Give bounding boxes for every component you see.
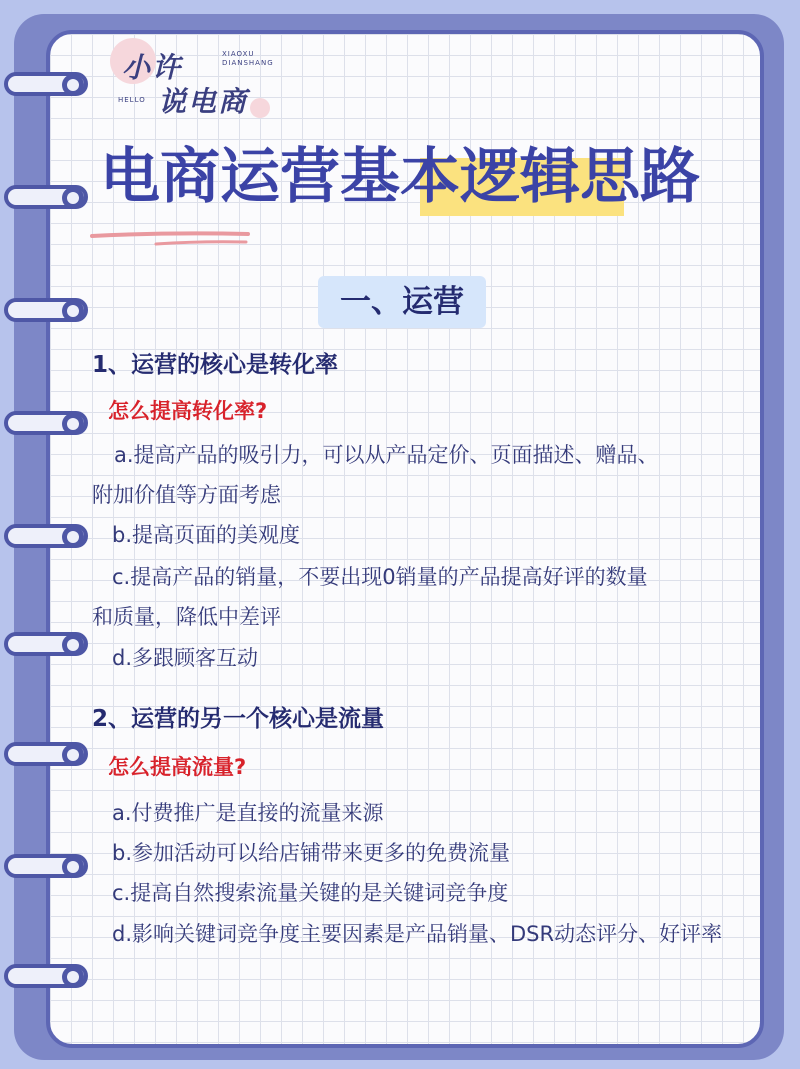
binder-ring: [0, 852, 92, 882]
logo-en-line1: XIAOXU: [222, 50, 255, 58]
logo-en-text: [222, 50, 274, 68]
logo-text-line2: 说电商: [158, 85, 249, 118]
page-title: 电商运营基本逻辑思路: [100, 142, 700, 212]
point2-item-a: a.付费推广是直接的流量来源: [112, 801, 384, 825]
binder-ring: [0, 630, 92, 660]
point1-item-a-line1: a.提高产品的吸引力，可以从产品定价、页面描述、赠品、: [114, 443, 659, 467]
title-underline-decoration: [90, 230, 250, 248]
logo-decoration: [250, 98, 270, 118]
point2-item-c: c.提高自然搜索流量关键的是关键词竞争度: [112, 881, 509, 905]
point2-item-b: b.参加活动可以给店铺带来更多的免费流量: [112, 841, 511, 865]
point1-question: 怎么提高转化率?: [108, 399, 268, 423]
point2-item-d: d.影响关键词竞争度主要因素是产品销量、DSR动态评分、好评率: [112, 922, 723, 946]
logo-en-line2: DIANSHANG: [222, 59, 274, 67]
section-title: 一、运营: [318, 276, 486, 328]
binder-ring: [0, 740, 92, 770]
point1-item-b: b.提高页面的美观度: [112, 523, 301, 547]
binder-ring: [0, 183, 92, 213]
point1-item-a-line2: 附加价值等方面考虑: [92, 483, 281, 507]
point1-item-d: d.多跟顾客互动: [112, 646, 259, 670]
point2-question: 怎么提高流量?: [108, 755, 247, 779]
binder-ring: [0, 522, 92, 552]
brand-logo: [110, 38, 280, 118]
point1-item-c-line2: 和质量，降低中差评: [92, 605, 281, 629]
binder-ring: [0, 962, 92, 992]
point1-heading: 1、运营的核心是转化率: [92, 352, 339, 378]
point2-heading: 2、运营的另一个核心是流量: [92, 706, 385, 732]
page-title-block: [100, 138, 740, 218]
binder-ring: [0, 409, 92, 439]
point1-item-c-line1: c.提高产品的销量，不要出现0销量的产品提高好评的数量: [112, 565, 648, 589]
binder-ring: [0, 296, 92, 326]
logo-text-line1: 小许: [122, 51, 183, 84]
logo-en-hello: HELLO: [118, 96, 146, 104]
binder-ring: [0, 70, 92, 100]
